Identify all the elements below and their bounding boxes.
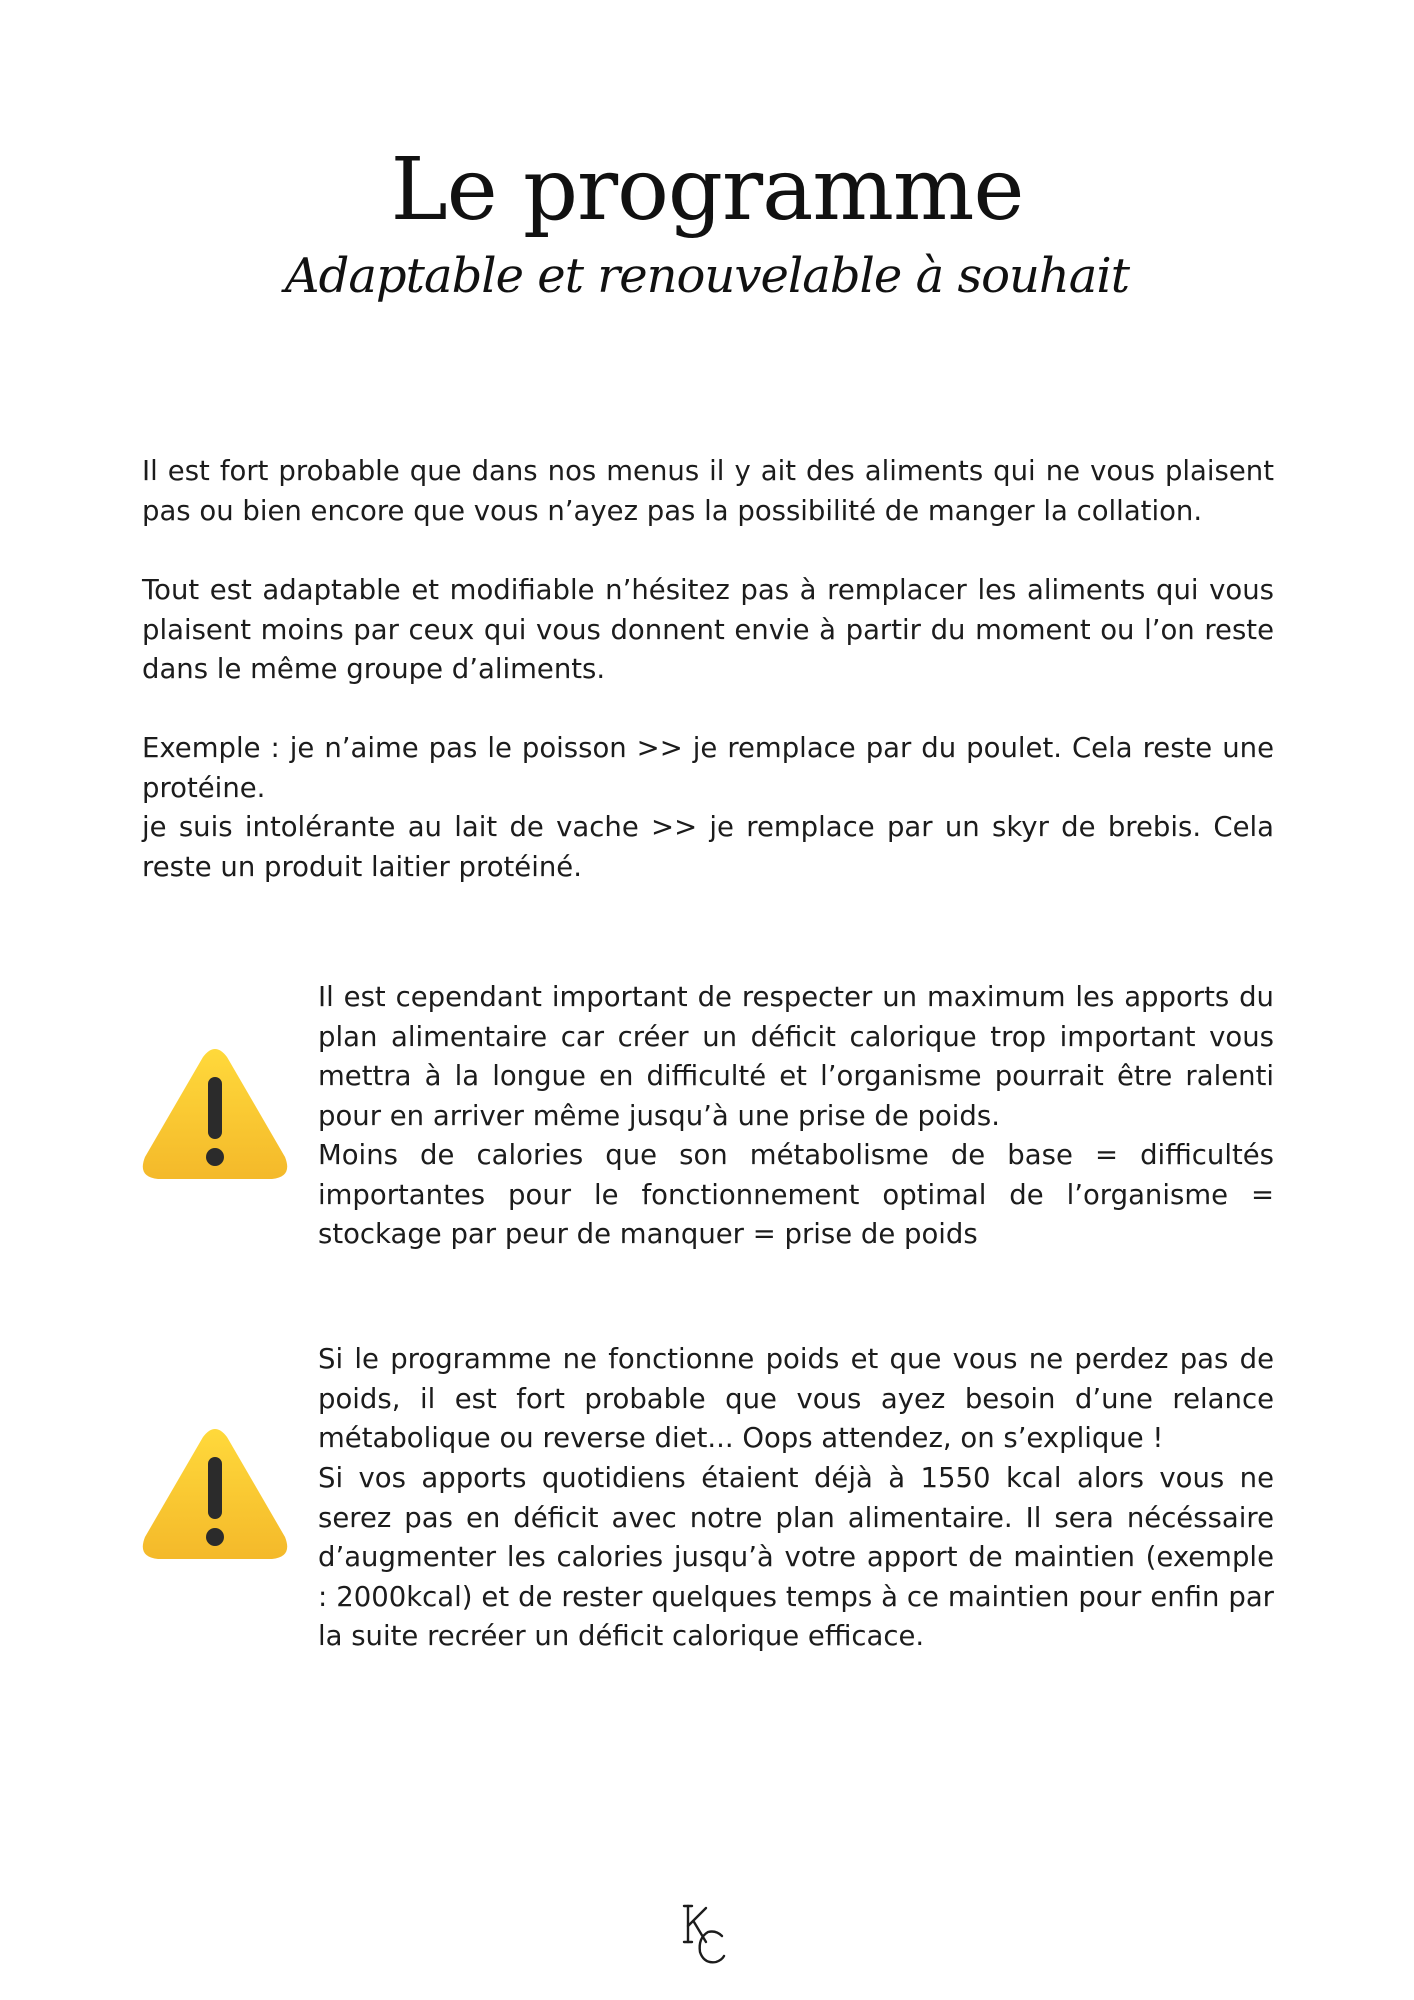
adaptable-paragraph: Tout est adaptable et modifiable n’hésitez pas à remplacer les aliments qui vous plaisent moins par ceux qui vous donnent envie à partir du moment ou l’on reste dans le même groupe d’aliments. xyxy=(142,574,1274,685)
warning-1-text: Il est cependant important de respecter un maximum les apports du plan alimentaire car créer un déficit calorique trop important vous mettra à la longue en difficulté et l’organisme pourrait être ralenti pour en arriver même jusqu’à une prise de poids. xyxy=(318,981,1274,1132)
kc-logo xyxy=(672,1900,742,1970)
warning-2-text: Si le programme ne fonctionne poids et que vous ne perdez pas de poids, il est fort probable que vous ayez besoin d’une relance métabolique ou reverse diet... Oops attendez, on s’explique ! xyxy=(318,1343,1274,1454)
example-paragraph-2: je suis intolérante au lait de vache >> je remplace par un skyr de brebis. Cela reste un produit laitier protéiné. xyxy=(142,811,1274,883)
warning-icon xyxy=(140,1425,290,1563)
intro-paragraph: Il est fort probable que dans nos menus il y ait des aliments qui ne vous plaisent pas ou bien encore que vous n’ayez pas la possibilité de manger la collation. xyxy=(142,455,1274,527)
example-paragraph-1: Exemple : je n’aime pas le poisson >> je remplace par du poulet. Cela reste une protéine. xyxy=(142,732,1274,804)
warning-2-detail: Si vos apports quotidiens étaient déjà à 1550 kcal alors vous ne serez pas en déficit avec notre plan alimentaire. Il sera nécéssaire d’augmenter les calories jusqu’à votre apport de maintien (exemple : 2000kcal) et de rester quelques temps à ce maintien pour enfin par la suite recréer un déficit calorique efficace. xyxy=(318,1462,1274,1652)
page-title: Le programme xyxy=(390,140,1024,240)
warning-icon xyxy=(140,1045,290,1183)
page-subtitle: Adaptable et renouvelable à souhait xyxy=(284,248,1130,304)
warning-1-summary: Moins de calories que son métabolisme de base = difficultés importantes pour le fonctionnement optimal de l’organisme = stockage par peur de manquer = prise de poids xyxy=(318,1139,1274,1250)
